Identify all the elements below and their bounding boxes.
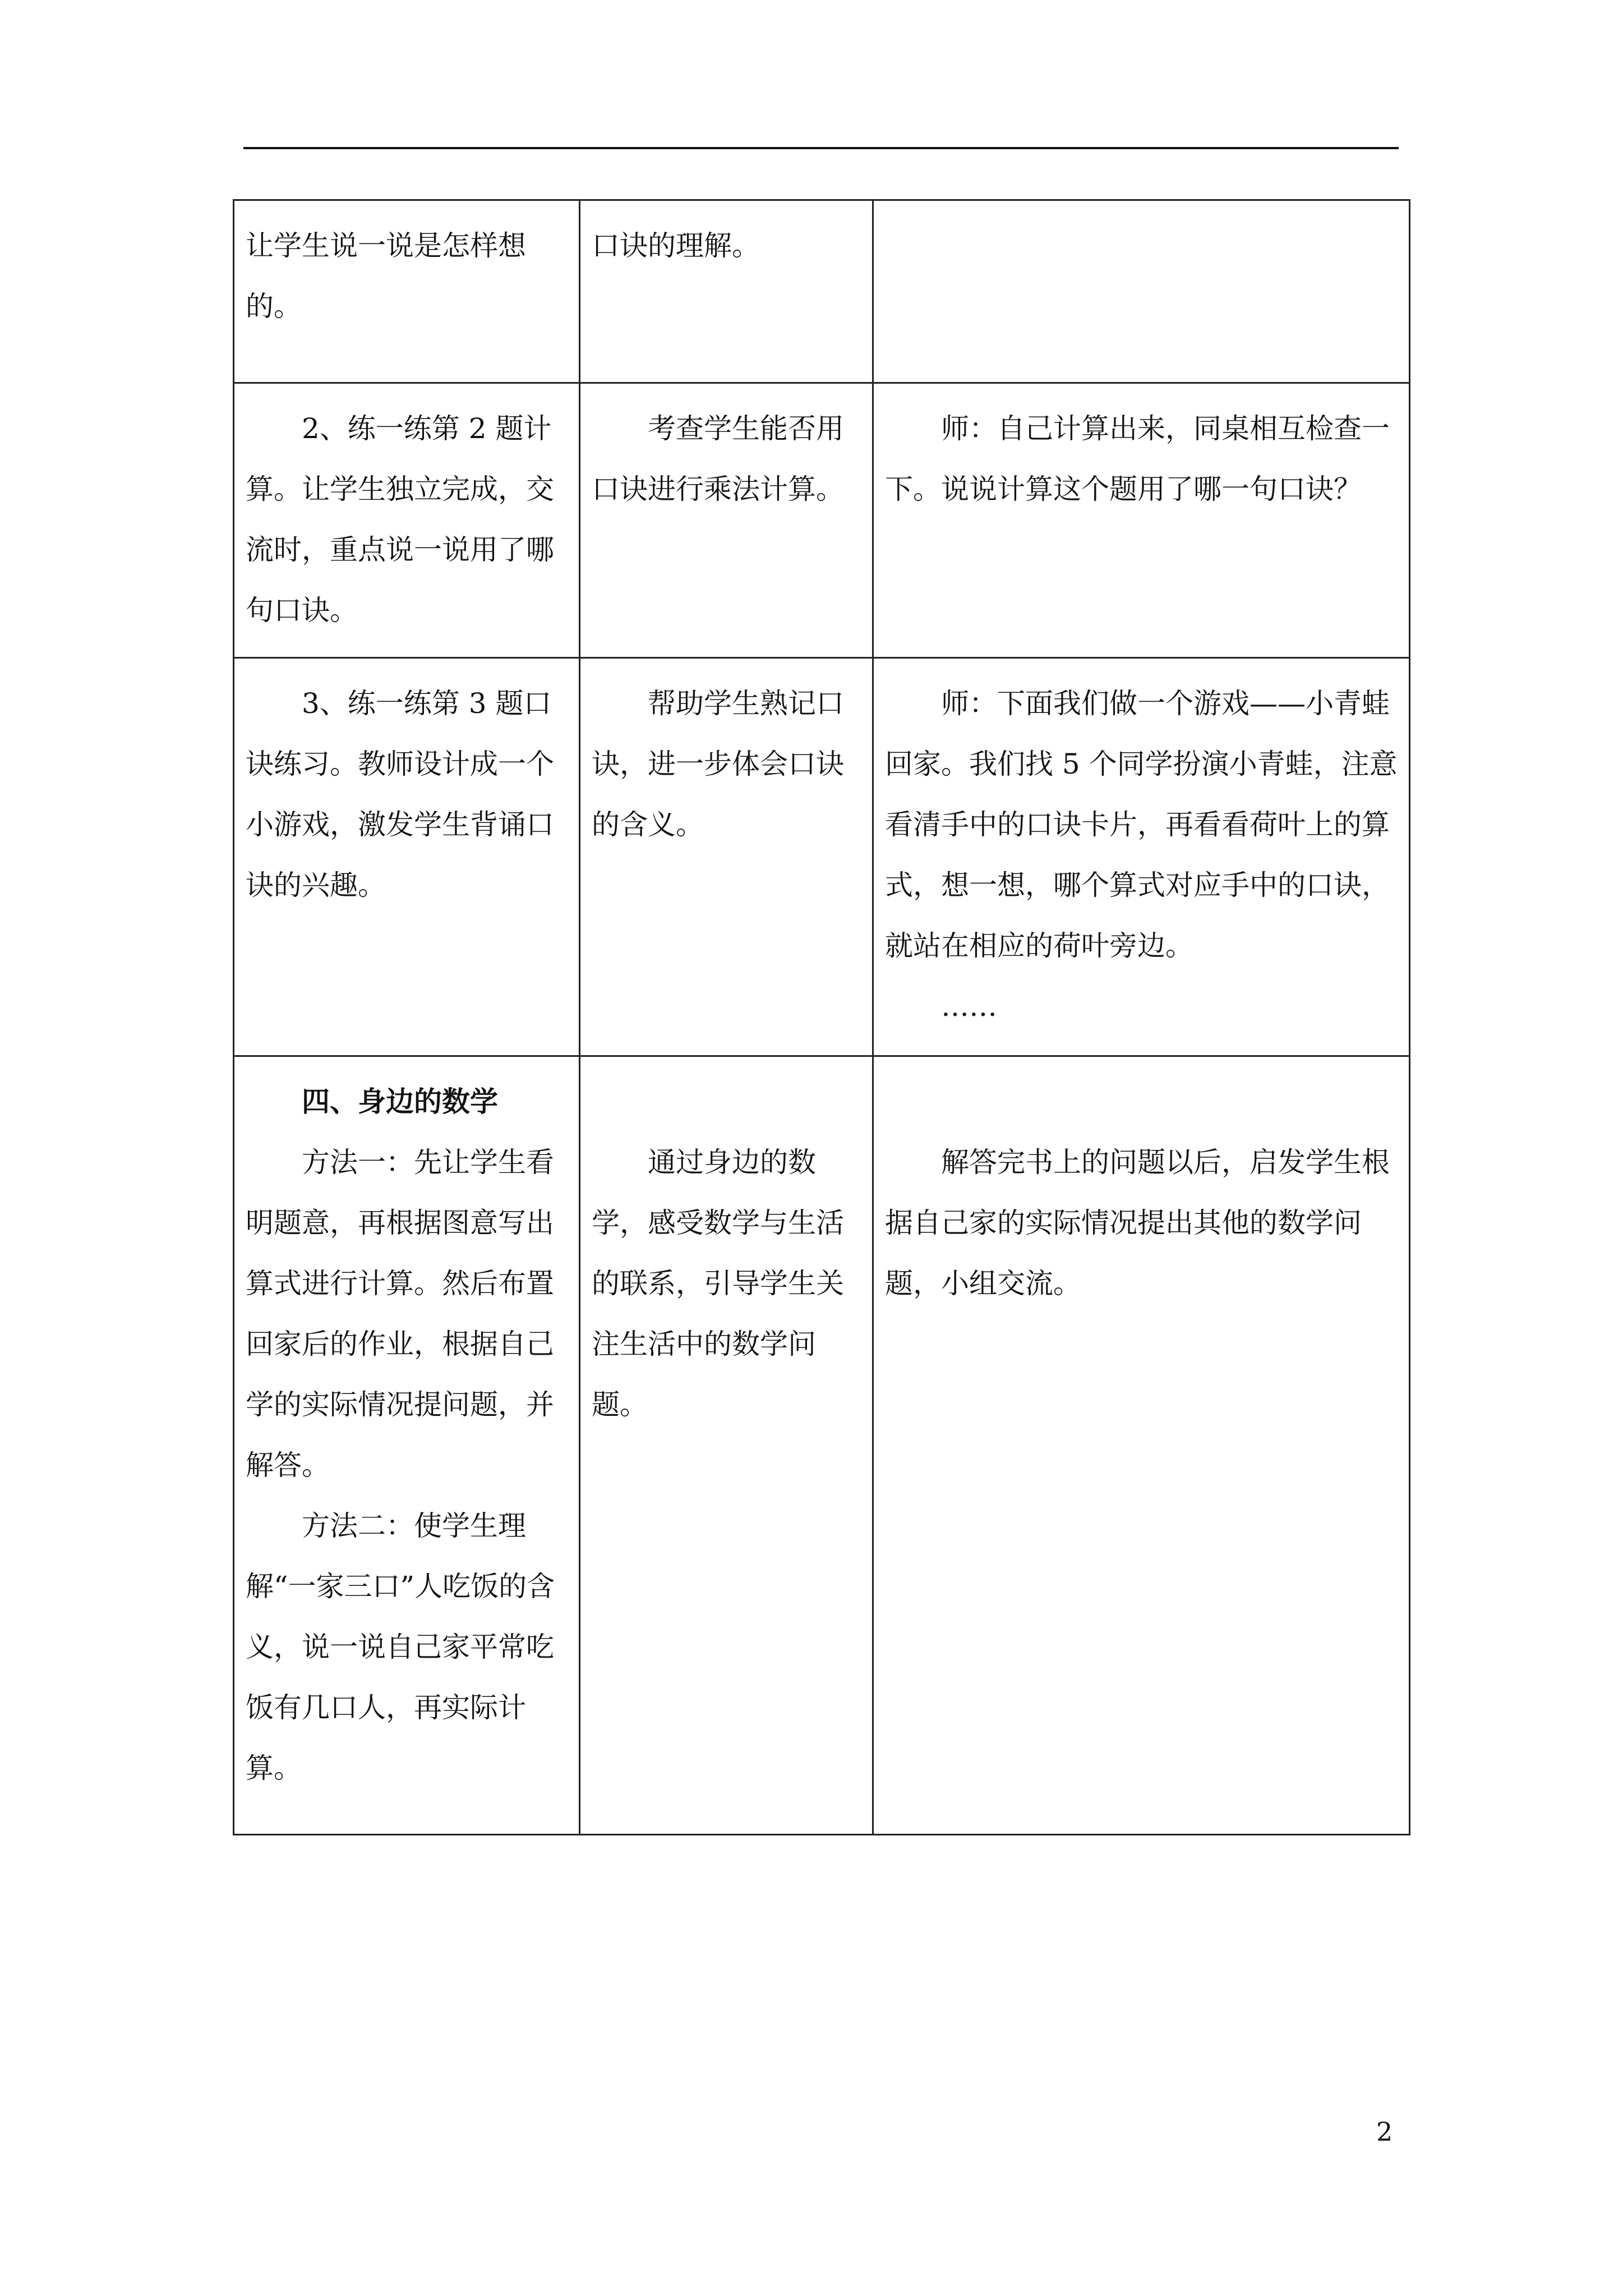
section-heading: 四、身边的数学 bbox=[302, 1085, 498, 1118]
page-number: 2 bbox=[1376, 2116, 1393, 2147]
activity-cell bbox=[234, 383, 580, 658]
activity-text: 2、练一练第 2 题计算。让学生独立完成，交流时，重点说一说用了哪句口诀。 bbox=[246, 412, 554, 627]
dialogue-cell bbox=[873, 658, 1410, 1056]
header-rule bbox=[243, 147, 1399, 149]
intent-text: 帮助学生熟记口诀，进一步体会口诀的含义。 bbox=[592, 687, 844, 841]
activity-cell bbox=[234, 200, 580, 383]
activity-cell bbox=[234, 658, 580, 1056]
intent-cell bbox=[580, 658, 873, 1056]
table-row bbox=[234, 200, 1410, 383]
activity-text: 3、练一练第 3 题口诀练习。教师设计成一个小游戏，激发学生背诵口诀的兴趣。 bbox=[246, 687, 554, 901]
dialogue-cell bbox=[873, 383, 1410, 658]
lesson-plan-table bbox=[233, 199, 1410, 1835]
table-row bbox=[234, 1056, 1410, 1835]
ellipsis-text: …… bbox=[941, 990, 997, 1023]
dialogue-cell bbox=[873, 1056, 1410, 1835]
intent-cell bbox=[580, 383, 873, 658]
method-two-text: 方法二：使学生理解“一家三口”人吃饭的含义，说一说自己家平常吃饭有几口人，再实际计算。 bbox=[246, 1510, 555, 1784]
dialogue-text: 师：下面我们做一个游戏——小青蛙回家。我们找 5 个同学扮演小青蛙，注意看清手中的口诀卡片，再看看荷叶上的算式，想一想，哪个算式对应手中的口诀，就站在相应的荷叶旁边。 bbox=[885, 687, 1398, 962]
intent-cell bbox=[580, 200, 873, 383]
dialogue-cell bbox=[873, 200, 1410, 383]
intent-text: 通过身边的数学，感受数学与生活的联系，引导学生关注生活中的数学问题。 bbox=[592, 1146, 844, 1421]
intent-cell bbox=[580, 1056, 873, 1835]
table-row bbox=[234, 383, 1410, 658]
method-one-text: 方法一：先让学生看明题意，再根据图意写出算式进行计算。然后布置回家后的作业，根据自己学的实际情况提问题，并解答。 bbox=[246, 1146, 554, 1481]
dialogue-text: 师：自己计算出来，同桌相互检查一下。说说计算这个题用了哪一句口诀？ bbox=[885, 412, 1390, 505]
activity-text: 让学生说一说是怎样想的。 bbox=[246, 229, 526, 323]
intent-text: 考查学生能否用口诀进行乘法计算。 bbox=[592, 412, 844, 505]
activity-cell bbox=[234, 1056, 580, 1835]
intent-text: 口诀的理解。 bbox=[592, 229, 760, 262]
table-row bbox=[234, 658, 1410, 1056]
dialogue-text: 解答完书上的问题以后，启发学生根据自己家的实际情况提出其他的数学问题，小组交流。 bbox=[885, 1146, 1390, 1300]
